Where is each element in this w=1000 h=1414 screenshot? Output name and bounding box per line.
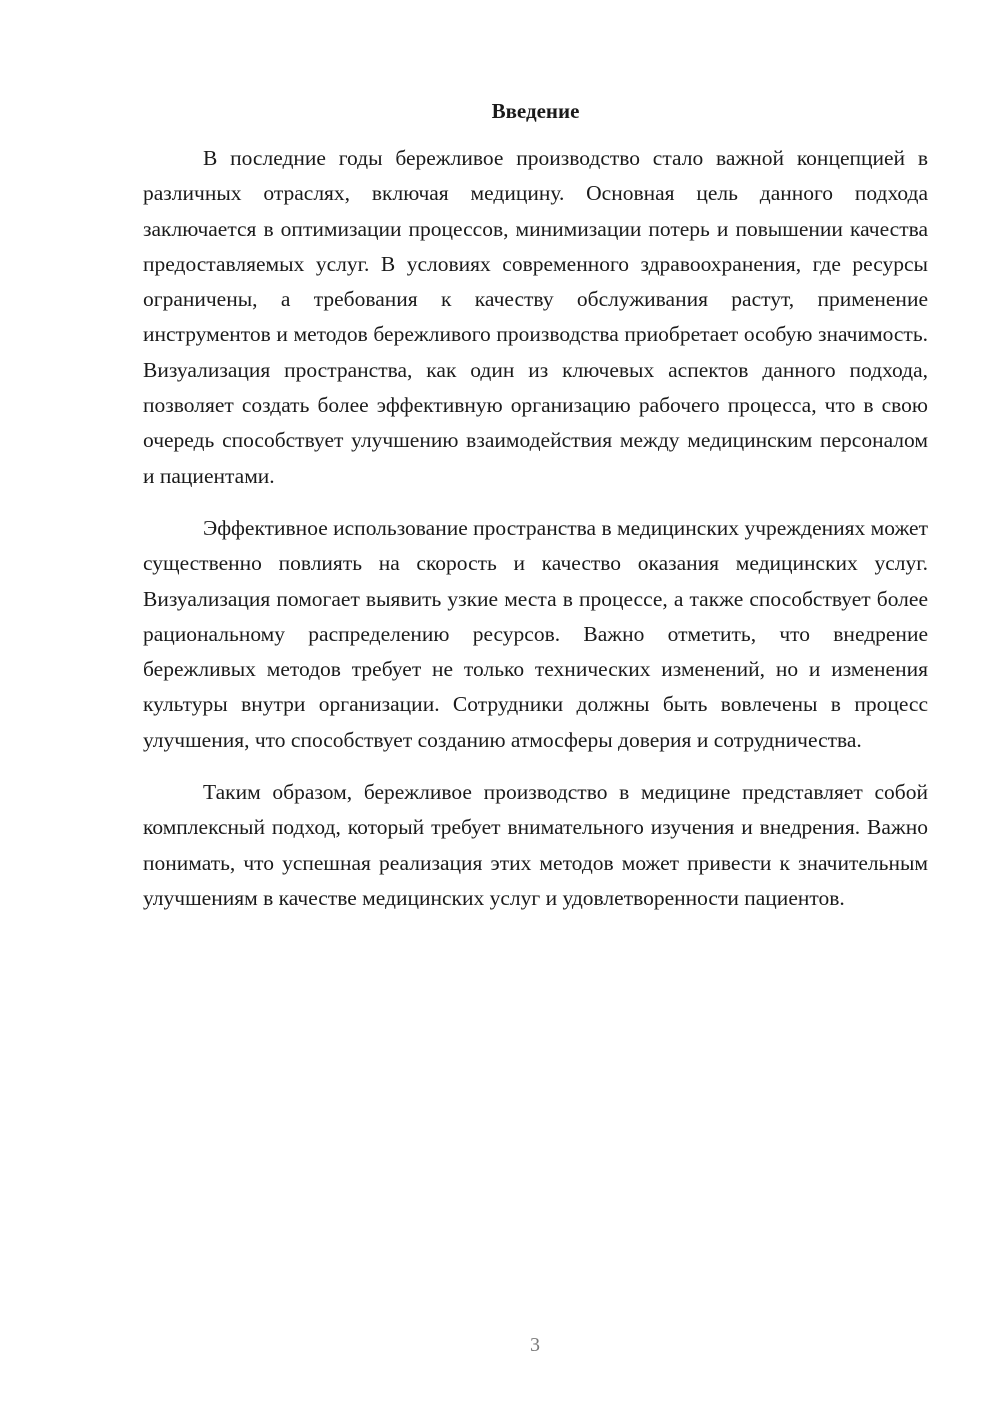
document-body [143, 141, 928, 933]
paragraph-conclusion: Таким образом, бережливое производство в медицине представляет собой комплексный подход, который требует внимательного изучения и внедрения. Важно понимать, что успешная реализация этих методов может привести к значительным улучшениям в качестве медицинских услуг и удовлетворенности пациентов. [143, 780, 928, 910]
paragraph-space-usage: Эффективное использование пространства в медицинских учреждениях может существенно повлиять на скорость и качество оказания медицинских услуг. Визуализация помогает выявить узкие места в процессе, а также способствует более рациональному распределению ресурсов. Важно отметить, что внедрение бережливых методов требует не только технических изменений, но и изменения культуры внутри организации. Сотрудники должны быть вовлечены в процесс улучшения, что способствует созданию атмосферы доверия и сотрудничества. [143, 515, 928, 752]
paragraph-intro: В последние годы бережливое производство стало важной концепцией в различных отраслях, включая медицину. Основная цель данного подхода заключается в оптимизации процессов, минимизации потерь и повышении качества предоставляемых услуг. В условиях современного здравоохранения, где ресурсы ограничены, а требования к качеству обслуживания растут, применение инструментов и методов бережливого производства приобретает особую значимость. Визуализация пространства, как один из ключевых аспектов данного подхода, позволяет создать более эффективную организацию рабочего процесса, что в свою очередь способствует улучшению взаимодействия между медицинским персоналом и пациентами. [143, 146, 928, 488]
page-number: 3 [530, 1334, 540, 1356]
section-title: Введение [491, 99, 580, 123]
